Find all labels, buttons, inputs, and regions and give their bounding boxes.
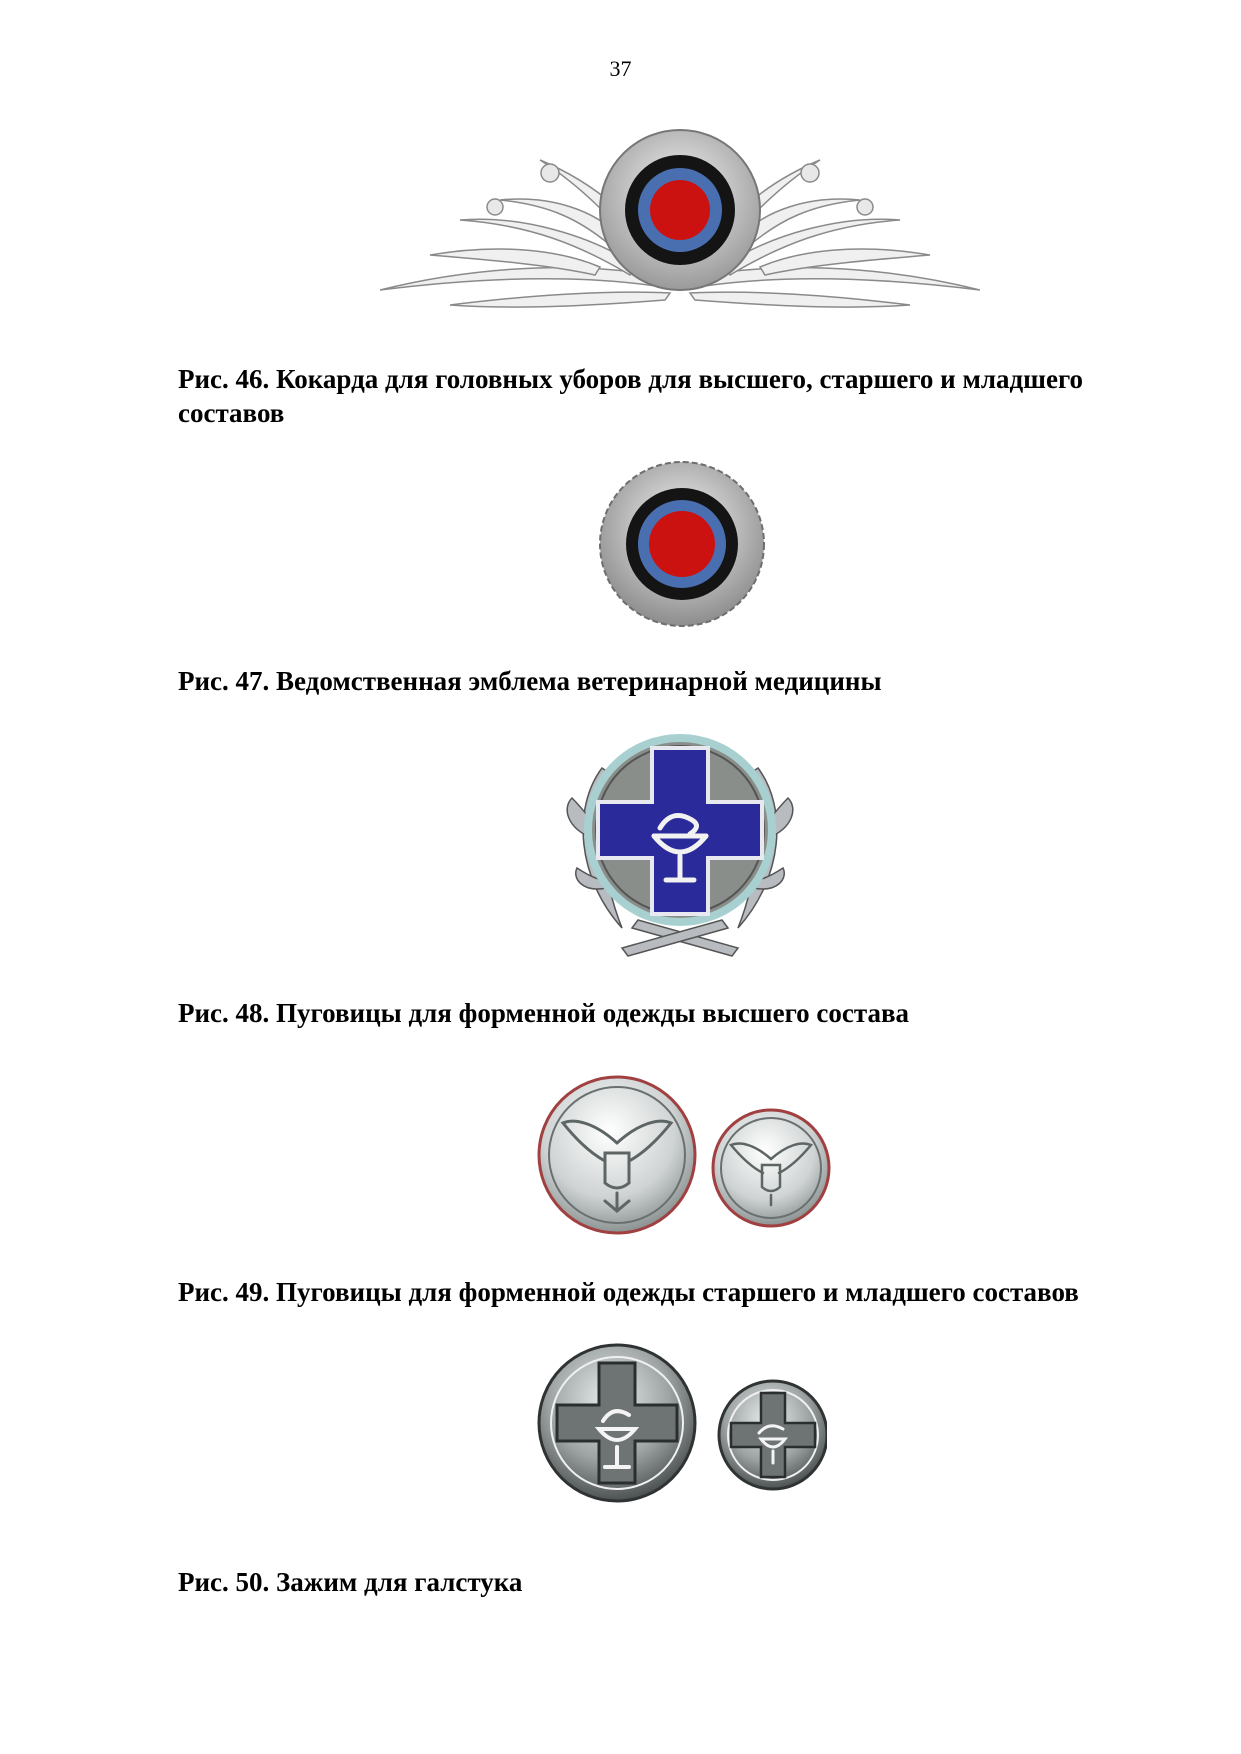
cross-buttons-image bbox=[537, 1343, 827, 1503]
figure-49-caption: Рис. 49. Пуговицы для форменной одежды старшего и младшего составов bbox=[178, 1277, 1079, 1307]
cockade-with-laurel-image bbox=[380, 125, 980, 325]
veterinary-emblem-image bbox=[562, 728, 798, 960]
figure-50-caption: Рис. 50. Зажим для галстука bbox=[178, 1567, 523, 1597]
eagle-buttons-image bbox=[535, 1073, 835, 1238]
figure-47-caption: Рис. 47. Ведомственная эмблема ветеринарной медицины bbox=[178, 666, 882, 696]
figure-46-caption: Рис. 46. Кокарда для головных уборов для высшего, старшего и младшего составов bbox=[178, 364, 1084, 428]
page-number: 37 bbox=[609, 56, 632, 81]
figure-48-caption: Рис. 48. Пуговицы для форменной одежды высшего состава bbox=[178, 998, 910, 1028]
cockade-image bbox=[598, 460, 766, 628]
